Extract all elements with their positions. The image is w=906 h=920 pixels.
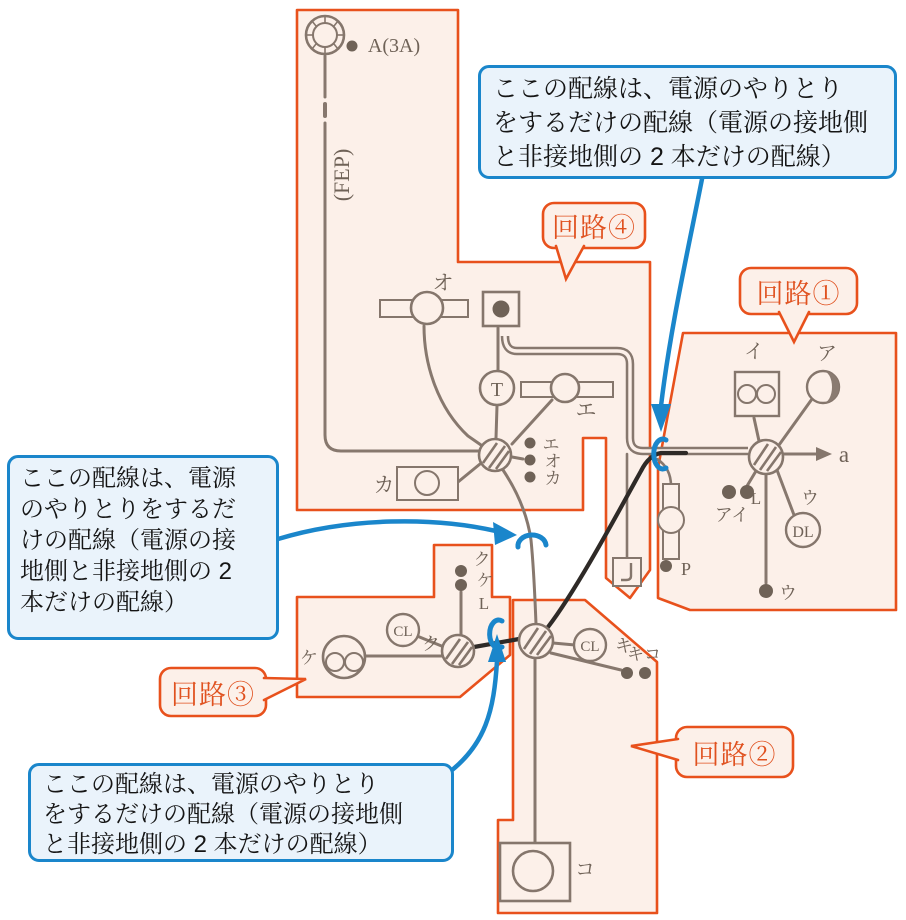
callout-left-line3: けの配線（電源の接: [20, 527, 236, 554]
i-outlet-label: イ: [744, 341, 764, 363]
callout-left-line5: 本だけの配線）: [20, 589, 188, 616]
arrow-left-callout: [278, 521, 496, 539]
dl-symbol-text: DL: [792, 524, 814, 541]
switch-dots-ai-1: [722, 485, 736, 499]
l2-label: L: [478, 594, 490, 613]
callout-left-line2: のやりとりをするだ: [20, 496, 236, 523]
callout-left-line4: 地側と非接地側の 2: [20, 558, 233, 585]
ko-device-symbol: [500, 843, 570, 901]
meter-dot: [347, 41, 358, 52]
switch-o-label: オ: [544, 452, 562, 471]
t-symbol-text: T: [490, 379, 504, 401]
p-dot: [660, 560, 672, 572]
ki-label: キ: [615, 636, 633, 656]
callout-top-line3: と非接地側の 2 本だけの配線）: [493, 143, 846, 171]
callout-top: [478, 65, 897, 179]
ko-label: コ: [575, 859, 595, 881]
cl1-symbol-text: CL: [393, 624, 413, 640]
wall-light-symbol: [483, 292, 519, 326]
cl2-symbol-text: CL: [580, 639, 600, 655]
callout-top-line1: ここの配線は、電源のやりとり: [493, 75, 844, 103]
p-label: P: [680, 559, 692, 579]
junction-circuit1: [749, 440, 783, 474]
kuke-ku-label: ク: [473, 550, 491, 569]
kiko-label: キコ: [627, 645, 661, 664]
circuit4-label: 回路④: [552, 213, 636, 243]
o-light-label: オ: [432, 271, 454, 295]
wire-t-junction: [496, 406, 497, 438]
switch-e-label: エ: [542, 435, 560, 454]
callout-bottom-line2: をするだけの配線（電源の接地側: [43, 801, 403, 828]
callout-top-line2: をするだけの配線（電源の接地側: [493, 109, 869, 137]
junction-circuit2: [519, 624, 553, 658]
circuit1-label: 回路①: [756, 278, 841, 309]
joint-box-symbol: [613, 558, 641, 586]
a-light-label: ア: [817, 343, 837, 365]
arrowhead-left: [493, 522, 517, 545]
circuit3-label: 回路③: [171, 679, 255, 710]
outlet-ke-symbol: [323, 636, 365, 678]
ka-device-symbol: [397, 467, 458, 500]
l1-label: L: [750, 489, 762, 508]
circuit2-label: 回路②: [692, 739, 777, 770]
callout-left: [7, 455, 279, 640]
kuke-ke-label: ケ: [476, 571, 494, 590]
wire-j2-cl2: [553, 643, 575, 645]
wire-switch4: [512, 457, 523, 459]
ku-label: ク: [422, 634, 440, 654]
junction-circuit4: [479, 439, 511, 471]
u2-label: ウ: [779, 583, 797, 603]
fep-label: (FEP): [329, 148, 354, 202]
callout-bottom-line1: ここの配線は、電源のやりとり: [43, 771, 379, 798]
e-light-label: エ: [575, 398, 597, 422]
callout-bottom: [28, 763, 454, 862]
junction-circuit3: [442, 635, 474, 667]
ai-switch-label: アイ: [714, 505, 750, 525]
u-dot: [759, 584, 773, 598]
callout-bottom-line3: と非接地側の 2 本だけの配線）: [43, 831, 382, 858]
outlet-i-symbol: [735, 372, 779, 416]
ka-device-label: カ: [373, 473, 395, 497]
u1-label: ウ: [801, 488, 819, 508]
a-out-label: a: [838, 442, 850, 467]
light-a-symbol: [807, 371, 839, 403]
ke-label: ケ: [300, 648, 318, 668]
switch-ka-label: カ: [544, 469, 562, 488]
callout-left-line1: ここの配線は、電源: [20, 465, 236, 492]
switch-dots-eoka: [525, 438, 536, 483]
meter-label: A(3A): [367, 35, 421, 57]
